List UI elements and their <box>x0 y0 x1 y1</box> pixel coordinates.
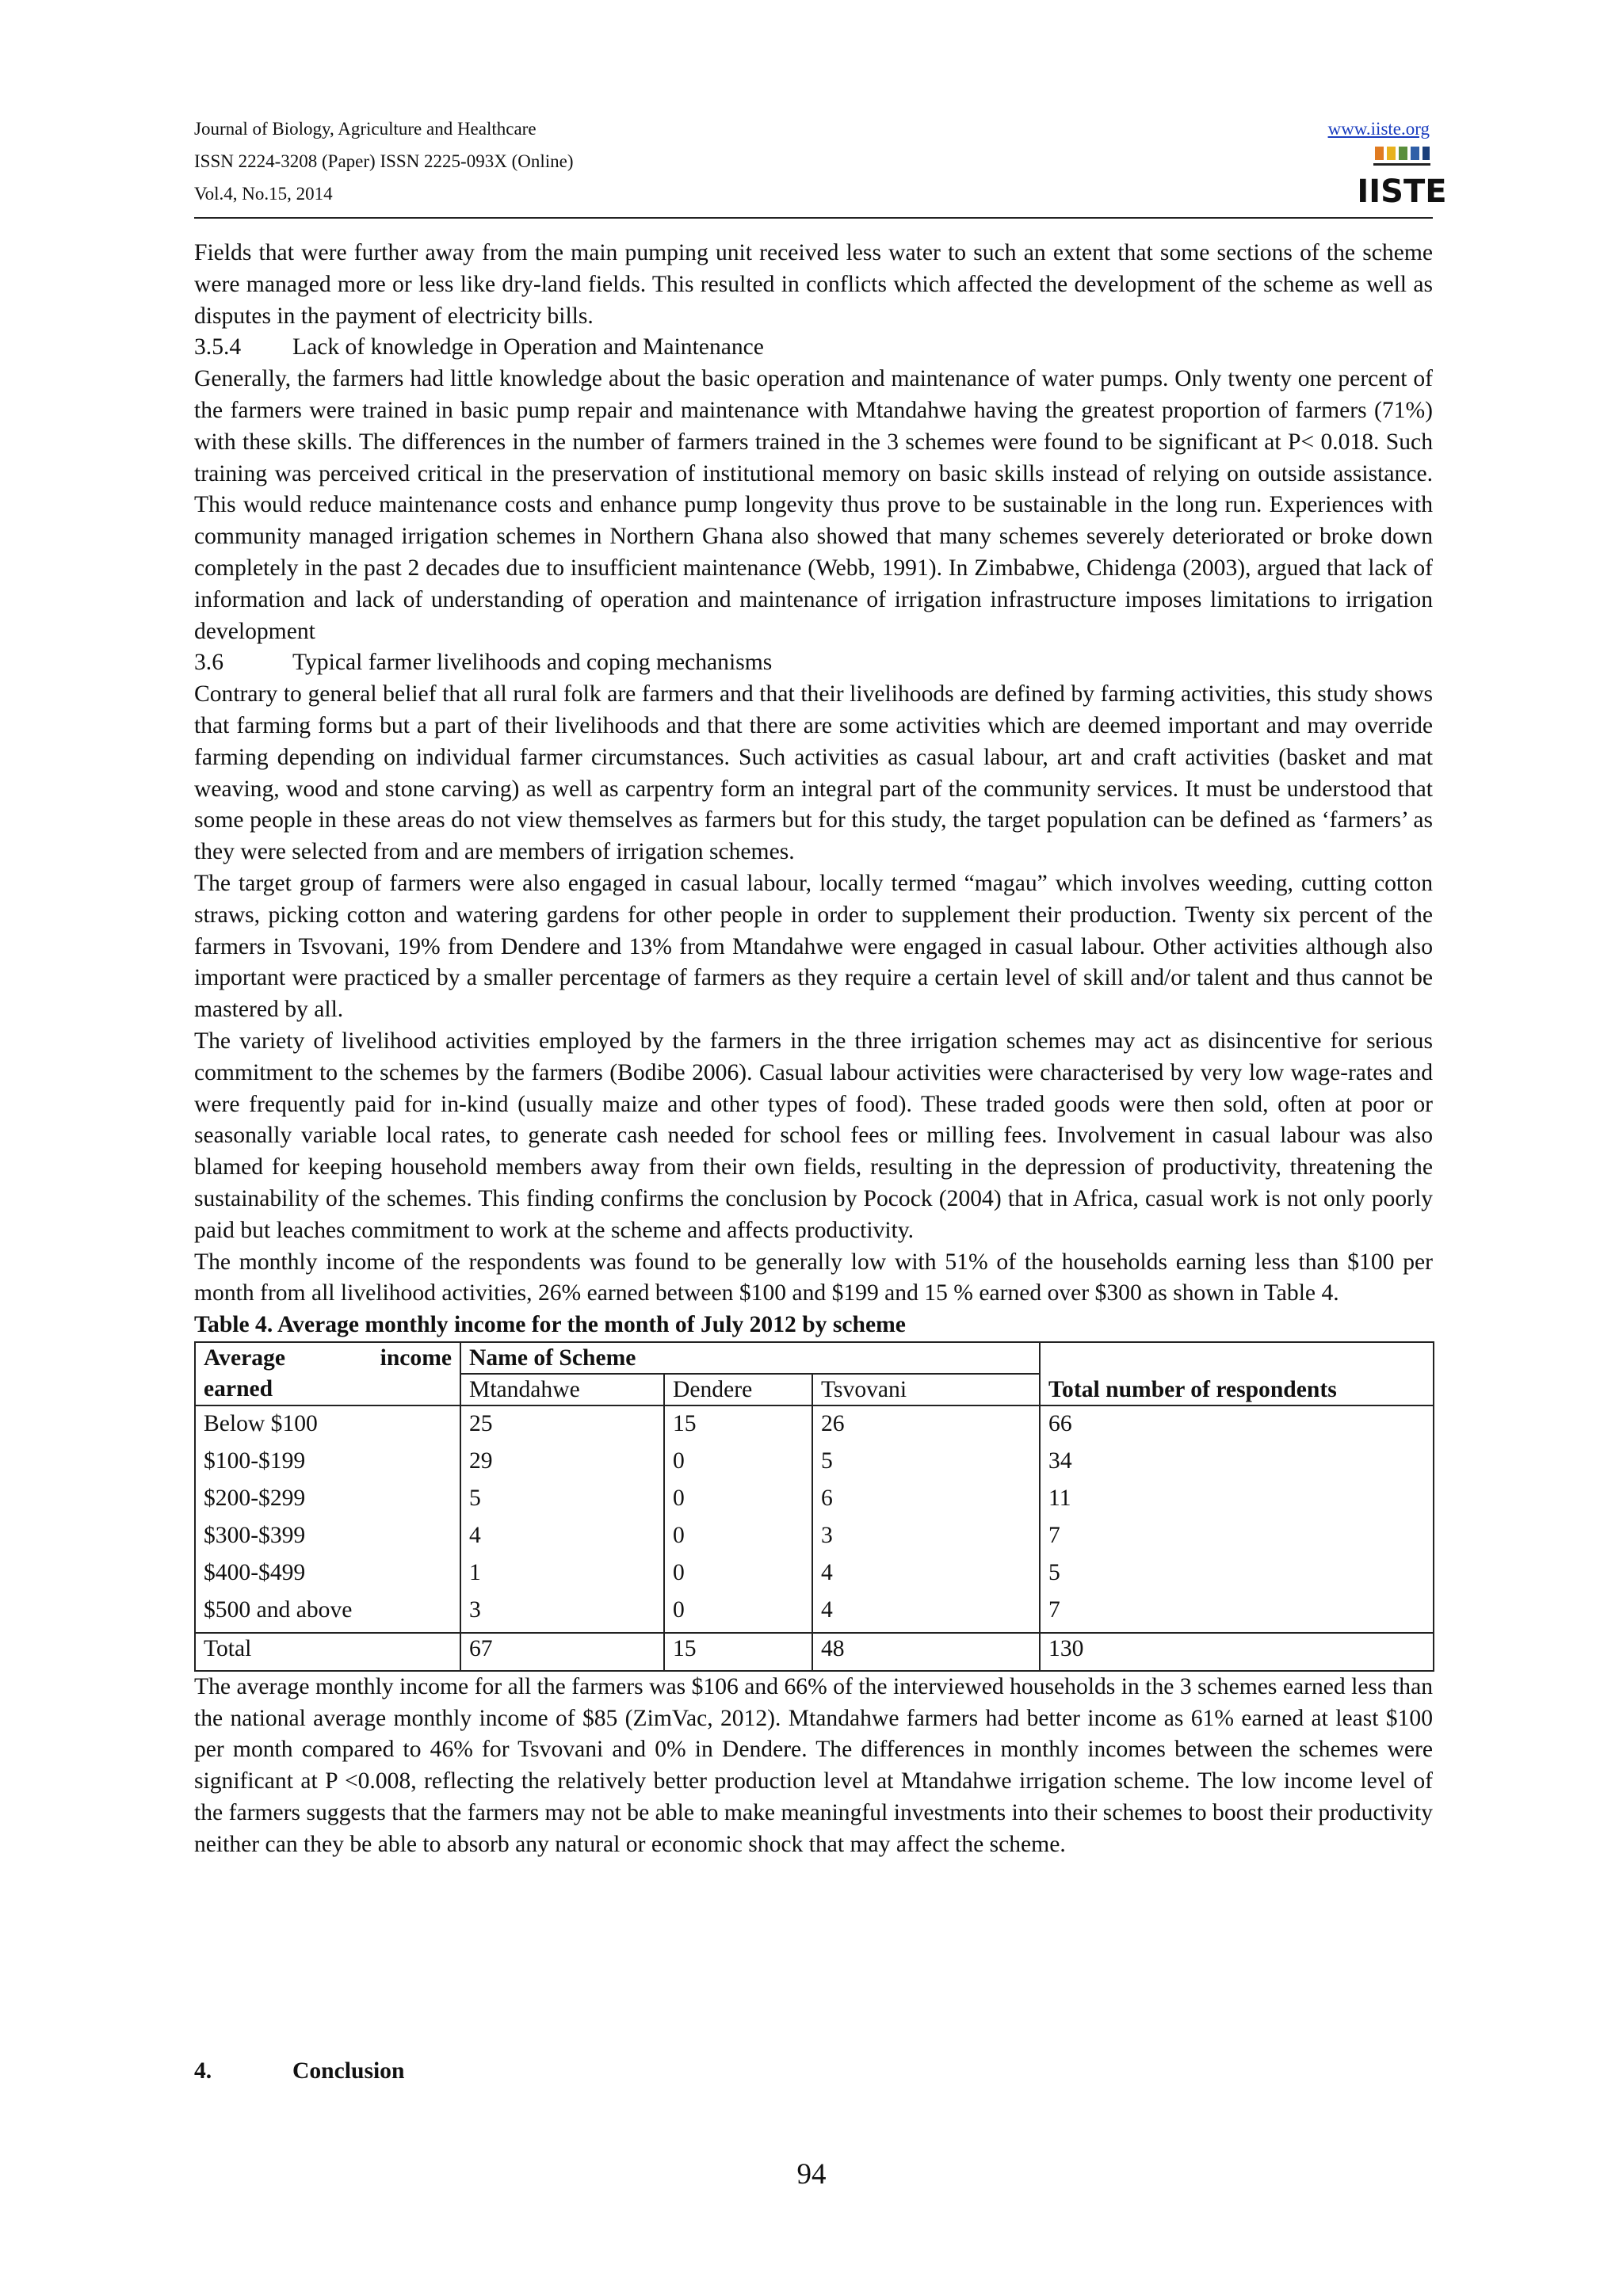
page-number: 94 <box>796 2158 827 2191</box>
header-rule <box>194 217 1433 219</box>
cell: 5 <box>1040 1558 1434 1595</box>
row-label: $200-$299 <box>195 1483 460 1520</box>
section-title: Typical farmer livelihoods and coping mechanisms <box>292 650 773 676</box>
row-label: $100-$199 <box>195 1446 460 1483</box>
cell: 4 <box>812 1558 1040 1595</box>
cell: 5 <box>812 1446 1040 1483</box>
header-total-respondents: Total number of respondents <box>1040 1374 1434 1405</box>
header-earned: earned <box>195 1374 460 1405</box>
cell: 130 <box>1040 1633 1434 1671</box>
iiste-logo-icon <box>1357 145 1447 210</box>
cell: 66 <box>1040 1405 1434 1446</box>
section-3-6-heading <box>194 647 1433 679</box>
cell: 15 <box>664 1633 812 1671</box>
section-4-heading <box>194 2058 404 2084</box>
cell: 4 <box>812 1595 1040 1633</box>
paragraph-2: Generally, the farmers had little knowledge about the basic operation and maintenance of water pumps. Only twenty one percent of the farmers were trained in basic pump repair and maintenance with Mtandahwe having the greatest proportion of farmers (71%) with these skills. The differences in the number of farmers trained in the 3 schemes were found to be significant at P< 0.018. Such training was perceived critical in the preservation of institutional memory on basic skills instead of relying on outside assistance. This would reduce maintenance costs and enhance pump longevity thus prove to be sustainable in the long run. Experiences with community managed irrigation schemes in Northern Ghana also showed that many schemes severely deteriorated or broke down completely in the past 2 decades due to insufficient maintenance (Webb, 1991). In Zimbabwe, Chidenga (2003), argued that lack of information and lack of understanding of operation and maintenance of irrigation infrastructure imposes limitations to irrigation development <box>194 366 1433 644</box>
paragraph-3: Contrary to general belief that all rural folk are farmers and that their livelihoods are defined by farming activities, this study shows that farming forms but a part of their livelihoods and that there are some activities which are deemed important and may override farming depending on individual farmer circumstances. Such activities as casual labour, art and craft activities (basket and mat weaving, wood and stone carving) as well as carpentry form an integral part of the community services. It must be understood that some people in these areas do not view themselves as farmers but for this study, the target population can be defined as ‘farmers’ as they were selected from and are members of irrigation schemes. <box>194 681 1433 865</box>
section-3-5-4-heading <box>194 332 1433 364</box>
journal-name: Journal of Biology, Agriculture and Healthcare <box>194 119 537 139</box>
header-scheme-mtandahwe: Mtandahwe <box>460 1374 664 1405</box>
website-link[interactable]: www.iiste.org <box>1327 119 1430 139</box>
cell: 5 <box>460 1483 664 1520</box>
paragraph-4: The target group of farmers were also engaged in casual labour, locally termed “magau” which involves weeding, cutting cotton straws, picking cotton and watering gardens for other people in order to supplement their production. Twenty six percent of the farmers in Tsvovani, 19% from Dendere and 13% from Mtandahwe were engaged in casual labour. Other activities although also important were practiced by a smaller percentage of farmers as they require a certain level of skill and/or talent and thus cannot be mastered by all. <box>194 870 1433 1023</box>
section-number: 3.5.4 <box>194 334 242 360</box>
svg-text:IISTE: IISTE <box>1357 174 1447 210</box>
paragraph-6: The monthly income of the respondents was found to be generally low with 51% of the households earning less than $100 per month from all livelihood activities, 26% earned between $100 and $199 and 15 % earned over $300 as shown in Table 4. <box>194 1249 1433 1306</box>
cell: 3 <box>460 1595 664 1633</box>
cell: 3 <box>812 1520 1040 1558</box>
cell: 0 <box>664 1446 812 1483</box>
table-row <box>195 1446 1434 1483</box>
section-title: Lack of knowledge in Operation and Maintenance <box>292 334 764 360</box>
section-title: Conclusion <box>292 2058 405 2084</box>
row-label: $300-$399 <box>195 1520 460 1558</box>
journal-volume: Vol.4, No.15, 2014 <box>194 184 333 204</box>
table-row <box>195 1483 1434 1520</box>
section-number: 4. <box>194 2058 212 2084</box>
cell: 67 <box>460 1633 664 1671</box>
journal-header <box>194 113 574 210</box>
header-average-income: Average income <box>195 1342 460 1374</box>
cell: 29 <box>460 1446 664 1483</box>
cell: 4 <box>460 1520 664 1558</box>
section-number: 3.6 <box>194 650 223 676</box>
row-label: Total <box>195 1633 460 1671</box>
cell: 25 <box>460 1405 664 1446</box>
table-row <box>195 1520 1434 1558</box>
cell: 15 <box>664 1405 812 1446</box>
header-total-top <box>1040 1342 1434 1374</box>
paragraph-1: Fields that were further away from the main pumping unit received less water to such an extent that some sections of the scheme were managed more or less like dry-land fields. This resulted in conflicts which affected the development of the scheme as well as disputes in the payment of electricity bills. <box>194 240 1433 329</box>
table-row-total <box>195 1633 1434 1671</box>
cell: 48 <box>812 1633 1040 1671</box>
cell: 0 <box>664 1595 812 1633</box>
header-scheme-dendere: Dendere <box>664 1374 812 1405</box>
cell: 7 <box>1040 1520 1434 1558</box>
journal-website <box>1328 113 1430 145</box>
cell: 0 <box>664 1558 812 1595</box>
table-row <box>195 1558 1434 1595</box>
paragraph-7: The average monthly income for all the farmers was $106 and 66% of the interviewed households in the 3 schemes earned less than the national average monthly income of $85 (ZimVac, 2012). Mtandahwe farmers had better income as 61% earned at least $100 per month compared to 46% for Tsvovani and 0% in Dendere. The differences in monthly incomes between the schemes were significant at P <0.008, reflecting the relatively better production level at Mtandahwe irrigation scheme. The low income level of the farmers suggests that the farmers may not be able to make meaningful investments into their schemes to boost their productivity neither can they be able to absorb any natural or economic shock that may affect the scheme. <box>194 1673 1433 1857</box>
cell: 0 <box>664 1520 812 1558</box>
cell: 34 <box>1040 1446 1434 1483</box>
cell: 0 <box>664 1483 812 1520</box>
row-label: $400-$499 <box>195 1558 460 1595</box>
table-row <box>195 1405 1434 1446</box>
row-label: Below $100 <box>195 1405 460 1446</box>
row-label: $500 and above <box>195 1595 460 1633</box>
table-4-caption: Table 4. Average monthly income for the month of July 2012 by scheme <box>194 1312 906 1338</box>
cell: 7 <box>1040 1595 1434 1633</box>
table-row <box>195 1595 1434 1633</box>
header-name-of-scheme: Name of Scheme <box>460 1342 1040 1374</box>
header-scheme-tsvovani: Tsvovani <box>812 1374 1040 1405</box>
cell: 1 <box>460 1558 664 1595</box>
cell: 26 <box>812 1405 1040 1446</box>
paragraph-5: The variety of livelihood activities employed by the farmers in the three irrigation schemes may act as disincentive for serious commitment to the schemes by the farmers (Bodibe 2006). Casual labour activities were characterised by very low wage-rates and were frequently paid for in-kind (usually maize and other types of food). These traded goods were then sold, often at poor or seasonally variable local rates, to generate cash needed for school fees or milling fees. Involvement in casual labour was also blamed for keeping household members away from their own fields, resulting in the depression of productivity, threatening the sustainability of the schemes. This finding confirms the conclusion by Pocock (2004) that in Africa, casual work is not only poorly paid but leaches commitment to work at the scheme and affects productivity. <box>194 1028 1433 1243</box>
cell: 11 <box>1040 1483 1434 1520</box>
journal-issn: ISSN 2224-3208 (Paper) ISSN 2225-093X (Online) <box>194 151 574 171</box>
cell: 6 <box>812 1483 1040 1520</box>
income-table <box>194 1341 1434 1672</box>
article-body <box>194 238 1433 1861</box>
